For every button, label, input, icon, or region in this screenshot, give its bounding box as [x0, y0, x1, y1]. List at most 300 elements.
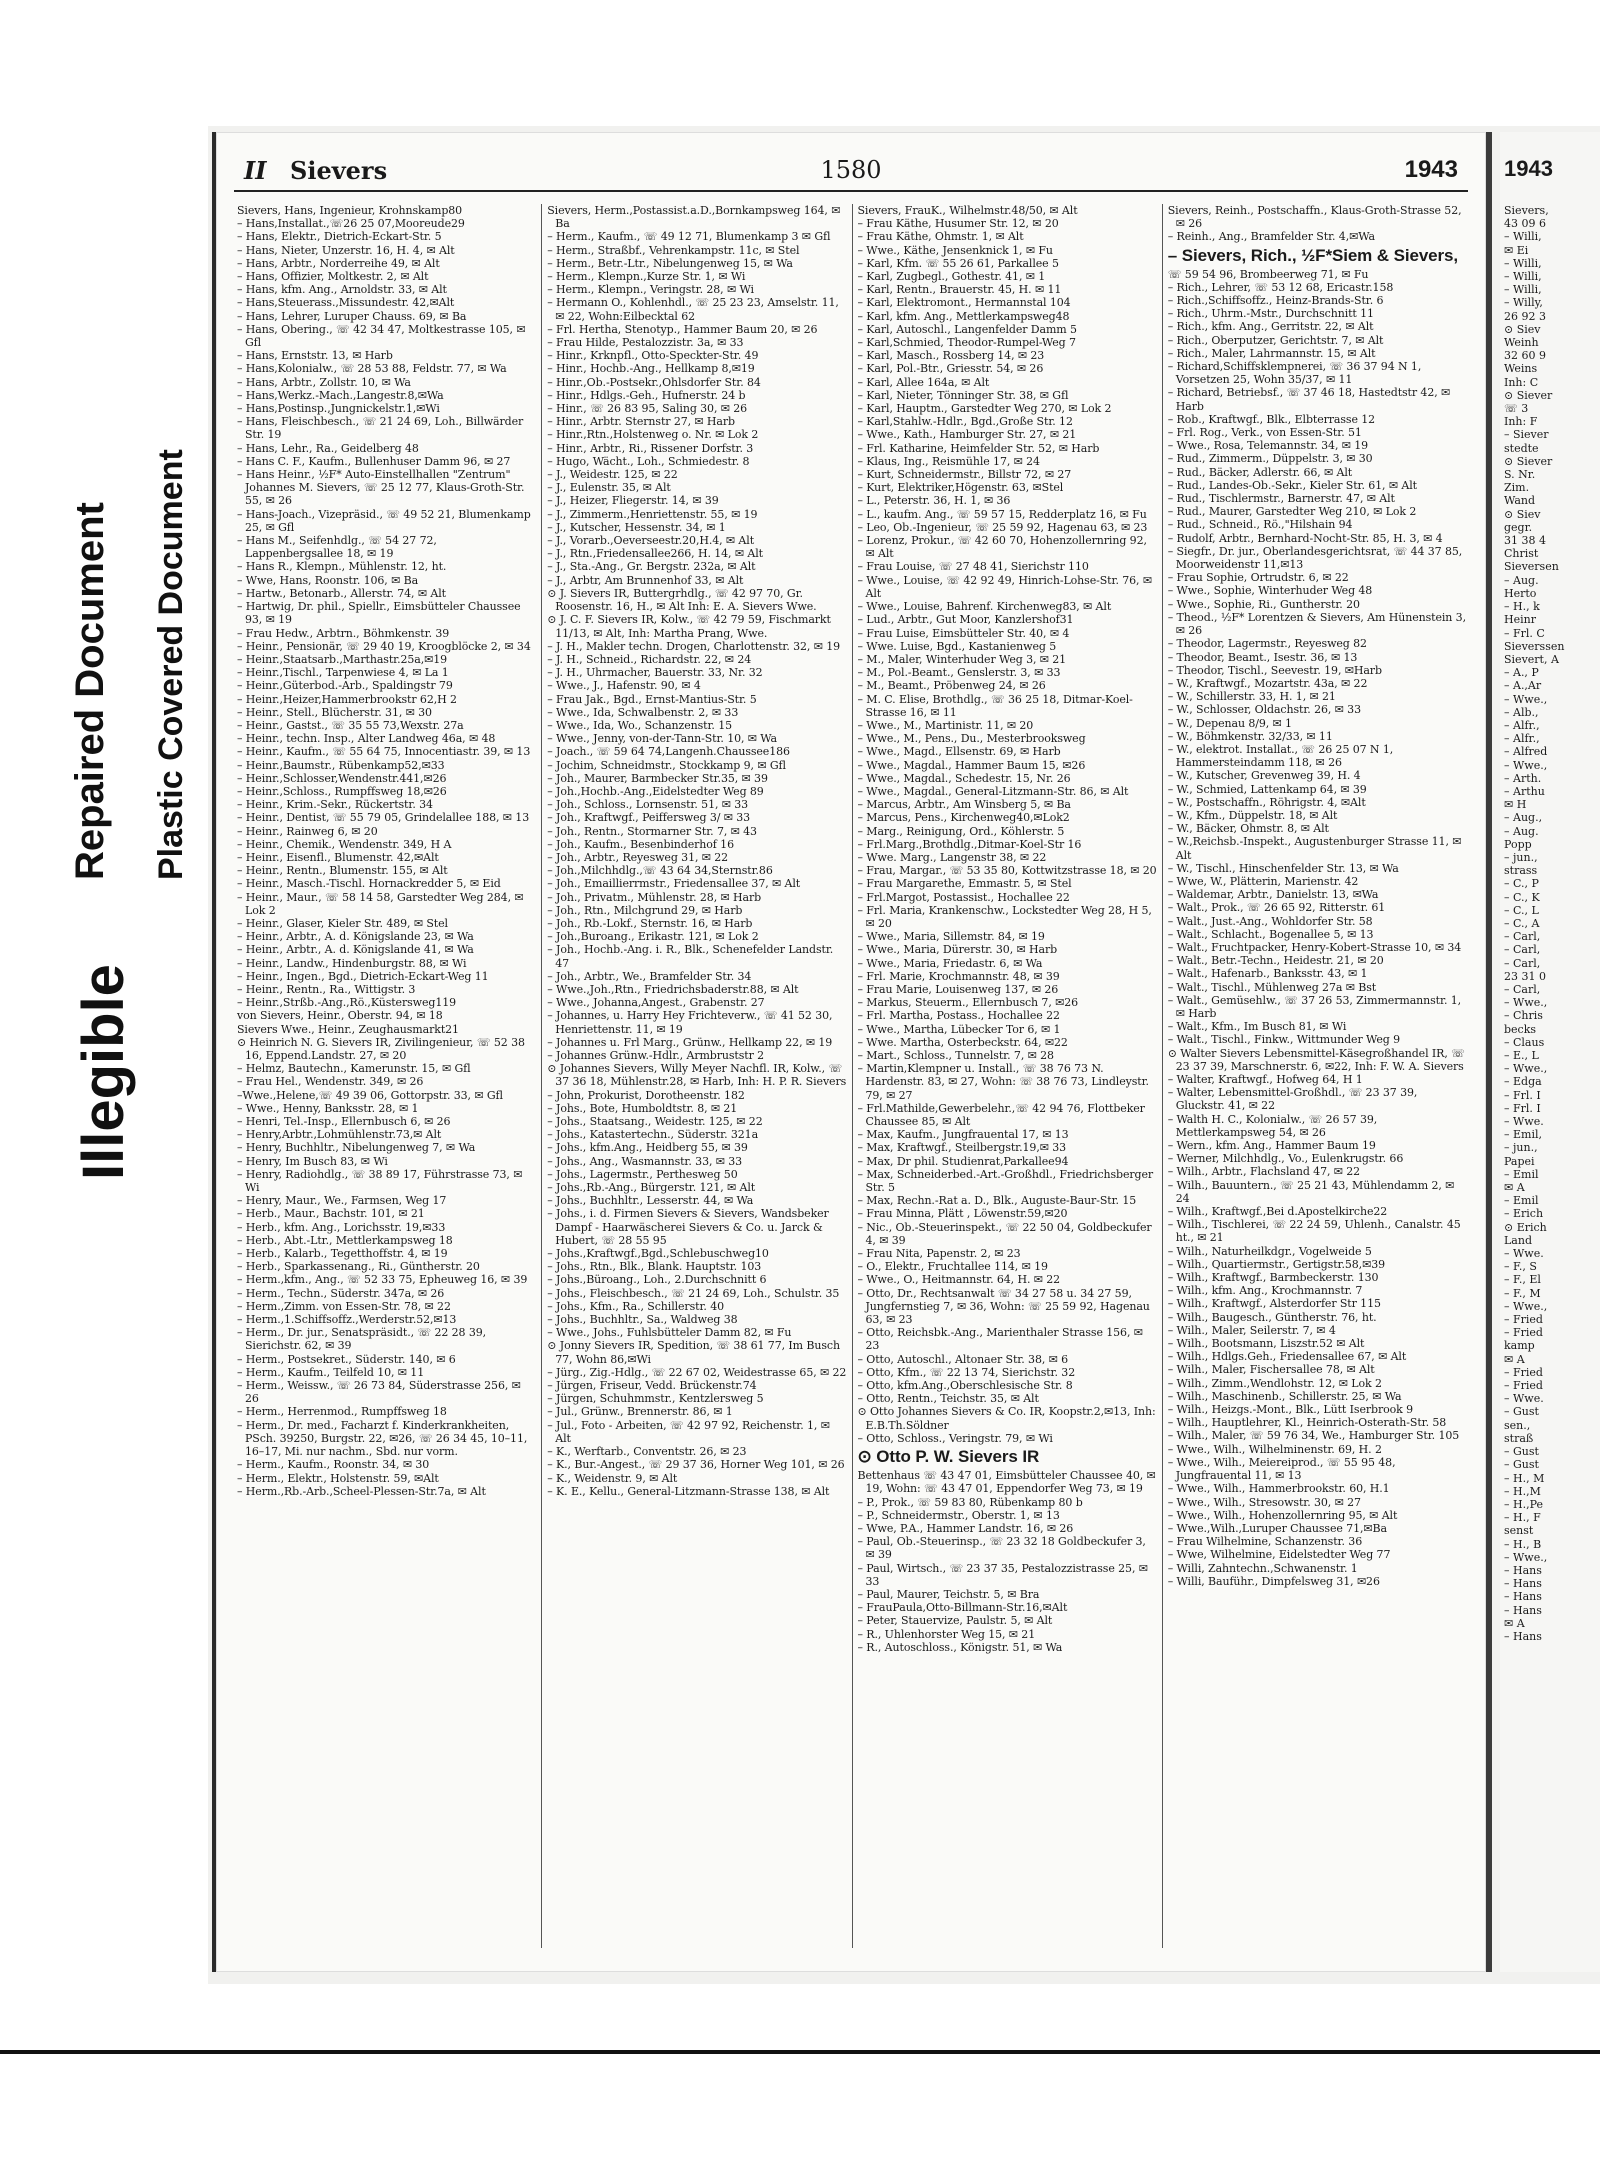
directory-entry: – Hinr., Hochb.-Ang., Hellkamp 8,✉19: [547, 362, 755, 376]
directory-entry: ⊙ Heinrich N. G. Sievers IR, Zivilingenieur, ☏ 52 38 16, Eppend.Landstr. 27, ✉ 20: [237, 1035, 525, 1062]
adjacent-page-line: Wand: [1504, 494, 1536, 508]
adjacent-page-line: – Gust: [1504, 1458, 1539, 1472]
directory-entry: – Frl. Katharine, Heimfelder Str. 52, ✉ Harb: [857, 441, 1100, 455]
directory-entry: – Martin,Klempner u. Install., ☏ 38 76 73 N. Hardenstr. 83, ✉ 27, Wohn: ☏ 38 76 73, Lindleystr. 79, ✉ 27: [857, 1062, 1149, 1102]
directory-entry: – Wern., kfm. Ang., Hammer Baum 19: [1167, 1139, 1376, 1153]
directory-entry: – Karl, Elektromont., Hermannstal 104: [857, 296, 1071, 310]
adjacent-page-line: ⊙ Siev: [1504, 322, 1541, 336]
directory-entry: – Karl, kfm. Ang., Mettlerkampsweg48: [857, 309, 1070, 323]
directory-entry: – R., Autoschloss., Königstr. 51, ✉ Wa: [857, 1640, 1063, 1654]
directory-entry: – Wilh., Quartiermstr., Gertigstr.58,✉39: [1167, 1257, 1385, 1271]
directory-entry: – Frau Hilde, Pestalozzistr. 3a, ✉ 33: [547, 336, 744, 350]
directory-entry: – Wilh., Maler, Seilerstr. 7, ✉ 4: [1167, 1323, 1336, 1337]
directory-entry: – Kurt, Elektriker,Högenstr. 63, ✉Stel: [857, 481, 1064, 495]
directory-entry: – Hans, Fleischbesch., ☏ 21 24 69, Loh., Billwärder Str. 19: [237, 415, 524, 442]
directory-entry: – Wilh., Hauptlehrer, Kl., Heinrich-Osterath-Str. 58: [1167, 1416, 1447, 1430]
directory-entry: – Hinr., Hdlgs.-Geh., Hufnerstr. 24 b: [547, 388, 746, 402]
directory-entry: – Walt., Kfm., Im Busch 81, ✉ Wi: [1167, 1020, 1347, 1034]
directory-entry: – K., Werftarb., Conventstr. 26, ✉ 23: [547, 1445, 747, 1459]
adjacent-page-line: – Claus: [1504, 1035, 1545, 1049]
adjacent-page-line: – Fried: [1504, 1379, 1543, 1393]
directory-entry: – Marcus, Arbtr., Am Winsberg 5, ✉ Ba: [857, 798, 1071, 812]
directory-entry: – Wwe., Maria, Dürerstr. 30, ✉ Harb: [857, 943, 1058, 957]
adjacent-page-line: – Willy,: [1504, 296, 1543, 310]
directory-entry: – Wwe, Hans, Roonstr. 106, ✉ Ba: [237, 573, 419, 587]
directory-entry: – Herm., Klempn., Veringstr. 28, ✉ Wi: [547, 283, 754, 297]
directory-entry: – J. H., Schneid., Richardstr. 22, ✉ 24: [547, 652, 752, 666]
directory-entry: – Karl, Pol.-Btr., Griesstr. 54, ✉ 26: [857, 362, 1044, 376]
directory-entry: – Rud., Schneid., Rö.,"Hilshain 94: [1167, 518, 1353, 532]
directory-entry: – Wwe., Maria, Friedastr. 6, ✉ Wa: [857, 956, 1043, 970]
directory-entry: Sievers, Hans, Ingenieur, Krohnskamp80: [237, 204, 463, 217]
directory-entry: – Hans Heinr., ½F* Auto-Einstellhallen "Zentrum" Johannes M. Sievers, ☏ 25 12 77, Klaus-Groth-Str. 55, ✉ 26: [237, 468, 525, 508]
directory-entry: – W.,Reichsb.-Inspekt., Augustenburger Strasse 11, ✉ Alt: [1167, 835, 1462, 862]
directory-entry: – M., Pol.-Beamt., Genslerstr. 3, ✉ 33: [857, 666, 1061, 680]
directory-entry: – Wilh., Bauuntern., ☏ 25 21 43, Mühlendamm 2, ✉ 24: [1167, 1178, 1455, 1205]
directory-entry: – Wwe., Johanna,Angest., Grabenstr. 27: [547, 996, 765, 1010]
directory-entry: – Heinr., Arbtr., A. d. Königslande 23, ✉ Wa: [237, 930, 474, 944]
directory-entry: – Walter, Kraftwgf., Hofweg 64, H 1: [1167, 1073, 1363, 1086]
directory-entry: – Hans,Installat.,☏26 25 07,Mooreude29: [237, 217, 465, 231]
adjacent-page-line: – Fried: [1504, 1365, 1543, 1379]
directory-entry: – Heinr., Pensionär, ☏ 29 40 19, Kroogblöcke 2, ✉ 34: [237, 639, 531, 653]
adjacent-page-line: ☏ 3: [1504, 402, 1529, 416]
directory-entry: – Frau Luise, Eimsbütteler Str. 40, ✉ 4: [857, 626, 1070, 640]
directory-entry: – Wwe., Martha, Lübecker Tor 6, ✉ 1: [857, 1022, 1061, 1036]
directory-entry: – W., Bäcker, Ohmstr. 8, ✉ Alt: [1167, 822, 1329, 836]
directory-entry: – Heinr., Chemik., Wendenstr. 349, H A: [237, 837, 452, 851]
directory-entry: – Herm., Kaufm., Roonstr. 34, ✉ 30: [237, 1458, 430, 1472]
adjacent-page-line: – H., F: [1504, 1511, 1541, 1525]
directory-entry: – Hans, Ernststr. 13, ✉ Harb: [237, 349, 393, 363]
adjacent-page-line: – Emil: [1504, 1194, 1539, 1208]
adjacent-page-line: – H., M: [1504, 1471, 1545, 1485]
directory-entry: – Karl, Hauptm., Garstedter Weg 270, ✉ Lok 2: [857, 402, 1112, 416]
adjacent-page-line: Sievers,: [1504, 204, 1549, 217]
directory-entry: – Paul, Ob.-Steuerinsp., ☏ 23 32 18 Goldbeckufer 3, ✉ 39: [857, 1535, 1146, 1562]
directory-entry: – Max, Kraftwgf., Steilbergstr.19,✉ 33: [857, 1141, 1067, 1155]
directory-entry: – Johannes Grünw.-Hdlr., Armbruststr 2: [547, 1049, 765, 1062]
page-header: [234, 150, 1468, 192]
directory-entry: – Theodor, Tischl., Seevestr. 19, ✉Harb: [1167, 663, 1382, 677]
directory-entry: – Rob., Kraftwgf., Blk., Elbterrasse 12: [1167, 412, 1376, 426]
directory-entry: – K. E., Kellu., General-Litzmann-Strasse 138, ✉ Alt: [547, 1484, 830, 1498]
directory-entry: – Frau Hedw., Arbtrn., Böhmkenstr. 39: [237, 626, 450, 640]
adjacent-page-line: ✉ A: [1504, 1616, 1525, 1630]
directory-entry: – Rich., kfm. Ang., Gerritstr. 22, ✉ Alt: [1167, 320, 1374, 334]
adjacent-page-line: – Arth.: [1504, 771, 1542, 785]
directory-entry: – M., Beamt., Pröbenweg 24, ✉ 26: [857, 679, 1046, 693]
directory-entry: – Heinr., Rentn., Blumenstr. 155, ✉ Alt: [237, 864, 448, 878]
directory-entry: – Rud., Tischlermstr., Barnerstr. 47, ✉ Alt: [1167, 492, 1395, 506]
adjacent-page-line: 32 60 9: [1504, 349, 1546, 363]
directory-entry: – Karl,Schmied, Theodor-Rumpel-Weg 7: [857, 336, 1076, 350]
directory-entry: – Otto, Dr., Rechtsanwalt ☏ 34 27 58 u. 34 27 59, Jungfernstieg 7, ✉ 36, Wohn: ☏ 25 59 92, Hagenau 63, ✉ 23: [857, 1286, 1150, 1327]
directory-entry: – Walt., Tischl., Mühlenweg 27a ✉ Bst: [1167, 980, 1377, 994]
directory-entry: – Max, Schneiderbed.-Art.-Großhdl., Friedrichsberger Str. 5: [857, 1167, 1154, 1195]
directory-entry: – Rud., Maurer, Garstedter Weg 210, ✉ Lok 2: [1167, 505, 1417, 519]
adjacent-page-line: – Alfr.,: [1504, 718, 1540, 732]
directory-entry: – Henry, Im Busch 83, ✉ Wi: [237, 1154, 388, 1168]
directory-entry: – Wwe. Luise, Bgd., Kastanienweg 5: [857, 639, 1057, 653]
directory-entry: – Richard,Schiffsklempnerei, ☏ 36 37 94 N 1, Vorsetzen 25, Wohn 35/37, ✉ 11: [1167, 360, 1422, 387]
directory-entry: – Herm., Techn., Süderstr. 347a, ✉ 26: [237, 1286, 445, 1300]
directory-entry: – Hans, Arbtr., Norderreihe 49, ✉ Alt: [237, 256, 440, 270]
directory-entry: – Hinr.,Rtn.,Holstenweg o. Nr. ✉ Lok 2: [547, 428, 759, 442]
adjacent-page-line: – H.,Pe: [1504, 1497, 1543, 1511]
directory-entry: – Heinr.,Güterbod.-Arb., Spaldingstr 79: [237, 679, 453, 693]
adjacent-page-line: ✉ A: [1504, 1352, 1525, 1366]
directory-entry: – W., Kraftwgf., Mozartstr. 43a, ✉ 22: [1167, 676, 1368, 690]
directory-entry: – Theod., ½F* Lorentzen & Sievers, Am Hünenstein 3, ✉ 26: [1167, 610, 1466, 638]
directory-entry: – J., Arbtr, Am Brunnenhof 33, ✉ Alt: [547, 573, 744, 587]
adjacent-page-line: – Wwe.: [1504, 1115, 1544, 1129]
directory-entry: – Otto, kfm.Ang.,Oberschlesische Str. 8: [857, 1379, 1073, 1393]
adjacent-page-line: – E., L: [1504, 1049, 1539, 1062]
directory-entry: – Heinr., Stell., Blücherstr. 31, ✉ 30: [237, 705, 432, 719]
adjacent-page-line: ⊙ Siever: [1504, 454, 1553, 468]
directory-entry: – Frl. Maria, Krankenschw., Lockstedter Weg 28, H 5, ✉ 20: [857, 903, 1152, 930]
directory-entry: – L., Peterstr. 36, H. 1, ✉ 36: [857, 494, 1011, 508]
directory-entry: – Johs., Buchhltr., Sa., Waldweg 38: [547, 1313, 738, 1327]
adjacent-page-line: – Hans: [1504, 1590, 1542, 1604]
directory-entry: – Johs., kfm.Ang., Heidberg 55, ✉ 39: [547, 1141, 748, 1155]
directory-entry: – Richard, Betriebsf., ☏ 37 46 18, Hastedtstr 42, ✉ Harb: [1167, 386, 1451, 413]
adjacent-page-line: – C., P: [1504, 877, 1539, 891]
adjacent-page-line: – Alfred: [1504, 745, 1548, 759]
directory-entry: – Helmz, Bautechn., Kamerunstr. 15, ✉ Gfl: [237, 1062, 471, 1076]
adjacent-page-line: S. Nr.: [1504, 468, 1536, 482]
plastic-covered-stamp: Plastic Covered Document: [152, 449, 190, 880]
adjacent-page-line: strass: [1504, 864, 1538, 878]
directory-entry: – Willi, Bauführ., Dimpfelsweg 31, ✉26: [1167, 1574, 1380, 1588]
directory-entry: – Hans, Lehrer, Luruper Chauss. 69, ✉ Ba: [237, 309, 467, 323]
directory-entry: – Johs., Kfm., Ra., Schillerstr. 40: [547, 1299, 724, 1313]
directory-entry: – Herm., Postsekret., Süderstr. 140, ✉ 6: [237, 1352, 456, 1366]
section-number: II: [244, 156, 267, 185]
directory-entry: – Heinr.,Baumstr., Rübenkamp52,✉33: [237, 758, 445, 772]
directory-entry: – Frau Louise, ☏ 27 48 41, Sierichstr 110: [857, 560, 1089, 574]
directory-entry: – Hermann O., Kohlenhdl., ☏ 25 23 23, Amselstr. 11, ✉ 22, Wohn:Eilbecktal 62: [547, 296, 839, 323]
directory-entry: – P., Schneidermstr., Oberstr. 1, ✉ 13: [857, 1508, 1060, 1522]
adjacent-page-line: – Fried: [1504, 1313, 1543, 1327]
directory-entry: – Theodor, Lagermstr., Reyesweg 82: [1167, 637, 1367, 651]
directory-entry: – Siegfr., Dr. jur., Oberlandesgerichtsrat, ☏ 44 37 85, Moorweidenstr 11,✉13: [1167, 544, 1463, 572]
directory-entry: – Herm.,1.Schiffsoffz.,Werderstr.52,✉13: [237, 1313, 457, 1327]
directory-entry: – Mart., Schloss., Tunnelstr. 7, ✉ 28: [857, 1049, 1054, 1062]
adjacent-page-line: – Erich: [1504, 1207, 1544, 1221]
directory-entry: – Karl, Allee 164a, ✉ Alt: [857, 375, 990, 389]
directory-entry: – Joh., Maurer, Barmbecker Str.35, ✉ 39: [547, 771, 768, 785]
directory-entry: – Rud., Landes-Ob.-Sekr., Kieler Str. 61, ✉ Alt: [1167, 478, 1417, 492]
directory-entry: – Johs.,Rb.-Ang., Bürgerstr. 121, ✉ Alt: [547, 1181, 756, 1195]
directory-entry: – Karl, Nieter, Tönninger Str. 38, ✉ Gfl: [857, 388, 1069, 402]
adjacent-page-fragment: [1500, 132, 1600, 1972]
directory-entry: – Frl.Mathilde,Gewerbelehr.,☏ 42 94 76, Flottbeker Chaussee 85, ✉ Alt: [857, 1101, 1145, 1129]
directory-entry: – Johannes u. Frl Marg., Grünw., Hellkamp 22, ✉ 19: [547, 1035, 833, 1049]
directory-entry: – Karl,Stahlw.-Hdlr., Bgd.,Große Str. 12: [857, 415, 1073, 429]
directory-entry: – Karl, Autoschl., Langenfelder Damm 5: [857, 322, 1077, 336]
directory-entry: – Karl, Masch., Rossberg 14, ✉ 23: [857, 349, 1045, 363]
column-3: [853, 204, 1163, 1948]
directory-entry: – Herb., Abt.-Ltr., Mettlerkampsweg 18: [237, 1233, 453, 1247]
directory-entry: – Wwe.,Wilh.,Luruper Chaussee 71,✉Ba: [1167, 1521, 1387, 1535]
adjacent-page-line: – Alb.,: [1504, 705, 1539, 719]
directory-entry: – Hans, Lehr., Ra., Geidelberg 48: [237, 441, 419, 455]
directory-entry: – Sievers, Rich., ½F*Siem & Sievers,: [1167, 245, 1459, 265]
adjacent-page-line: – jun.,: [1504, 850, 1538, 864]
directory-entry: – Frau Käthe, Husumer Str. 12, ✉ 20: [857, 217, 1059, 231]
directory-entry: – Joh., Arbtr., Reyesweg 31, ✉ 22: [547, 850, 729, 864]
directory-entry: – L., kaufm. Ang., ☏ 59 57 15, Redderplatz 16, ✉ Fu: [857, 507, 1147, 521]
directory-entry: – Wwe., Wilh., Wilhelminenstr. 69, H. 2: [1167, 1442, 1382, 1456]
directory-entry: – J., Heizer, Fliegerstr. 14, ✉ 39: [547, 494, 719, 508]
directory-entry: – O., Elektr., Fruchtallee 114, ✉ 19: [857, 1260, 1048, 1274]
directory-entry: – Hinr., Arbtr., Ri., Rissener Dorfstr. 3: [547, 441, 754, 455]
directory-entry: – Hans R., Klempn., Mühlenstr. 12, ht.: [237, 560, 447, 574]
directory-entry: – Heinr., Kaufm., ☏ 55 64 75, Innocentiastr. 39, ✉ 13: [237, 745, 531, 759]
directory-entry: – Walt., Tischl., Finkw., Wittmunder Weg 9: [1167, 1033, 1400, 1047]
directory-entry: – Herb., Kalarb., Tegetthoffstr. 4, ✉ 19: [237, 1247, 448, 1261]
adjacent-page-line: straß: [1504, 1431, 1534, 1445]
directory-entry: – Joh., Kaufm., Besenbinderhof 16: [547, 837, 734, 851]
directory-entry: –Wwe.,Helene,☏ 49 39 06, Gottorpstr. 33, ✉ Gfl: [237, 1088, 503, 1102]
adjacent-page-line: – Wwe.,: [1504, 996, 1548, 1010]
directory-entry: – Heinr., Masch.-Tischl. Hornackredder 5, ✉ Eid: [237, 877, 501, 891]
directory-entry: – R., Uhlenhorster Weg 15, ✉ 21: [857, 1627, 1036, 1641]
directory-entry: ⊙ Johannes Sievers, Willy Meyer Nachfl. IR, Kolw., ☏ 37 36 18, Mühlenstr.28, ✉ Harb, Inh: H. P. R. Sievers: [547, 1062, 847, 1089]
adjacent-page-line: – Carl,: [1504, 943, 1541, 957]
directory-entry: – Henri, Tel.-Insp., Ellernbusch 6, ✉ 26: [237, 1115, 451, 1129]
directory-entry: – Henry,Arbtr.,Lohmühlenstr.73,✉ Alt: [237, 1128, 442, 1142]
directory-entry: – Henry, Buchhltr., Nibelungenweg 7, ✉ Wa: [237, 1141, 476, 1155]
adjacent-page-line: – H., B: [1504, 1537, 1542, 1551]
directory-entry: – W., Schillerstr. 33, H. 1, ✉ 21: [1167, 690, 1336, 704]
directory-entry: – Wilh., Kraftwgf., Alsterdorfer Str 115: [1167, 1297, 1381, 1311]
directory-entry: – J., Kutscher, Hessenstr. 34, ✉ 1: [547, 520, 726, 534]
directory-entry: – Heinr., Rentn., Ra., Wittigstr. 3: [237, 982, 416, 996]
directory-entry: – Joh., Rb.-Lokf., Sternstr. 16, ✉ Harb: [547, 916, 753, 930]
directory-entry: – Heinr., Glaser, Kieler Str. 489, ✉ Stel: [237, 916, 448, 930]
directory-entry: – Wwe., Wilh., Hammerbrookstr. 60, H.1: [1167, 1482, 1390, 1496]
directory-entry: – Johs.,Büroang., Loh., 2.Durchschnitt 6: [547, 1273, 767, 1287]
directory-entry: – Jürg., Zig.-Hdlg., ☏ 22 67 02, Weidestrasse 65, ✉ 22: [547, 1365, 847, 1379]
adjacent-page-line: Weinh: [1504, 336, 1539, 350]
adjacent-page-line: – Siever: [1504, 428, 1549, 442]
directory-entry: – Frl. Hertha, Stenotyp., Hammer Baum 20, ✉ 26: [547, 322, 818, 336]
directory-entry: – Theodor, Beamt., Isestr. 36, ✉ 13: [1167, 650, 1358, 664]
directory-entry: – J., Zimmerm.,Henriettenstr. 55, ✉ 19: [547, 507, 758, 521]
directory-entry: – Wwe., O., Heitmannstr. 64, H. ✉ 22: [857, 1273, 1061, 1287]
directory-entry: – Wilh., Maler, ☏ 59 76 34, We., Hamburger Str. 105: [1167, 1429, 1460, 1443]
directory-entry: – Joh., Schloss., Lornsenstr. 51, ✉ 33: [547, 798, 749, 812]
directory-entry: – Henry, Maur., We., Farmsen, Weg 17: [237, 1194, 447, 1208]
adjacent-page-line: – Willi,: [1504, 283, 1542, 297]
directory-entry: – Johs.,Kraftwgf.,Bgd.,Schlebuschweg10: [547, 1247, 769, 1261]
directory-entry: – Otto, Reichsbk.-Ang., Marienthaler Strasse 156, ✉ 23: [857, 1326, 1143, 1353]
directory-entry: – Joh., Arbtr., We., Bramfelder Str. 34: [547, 969, 752, 983]
illegible-stamp: Illegible: [71, 964, 136, 1180]
directory-entry: – Wwe., Magd., Ellsenstr. 69, ✉ Harb: [857, 745, 1061, 759]
adjacent-page-line: – Wwe.,: [1504, 758, 1548, 772]
directory-entry: – Marg., Reinigung, Ord., Köhlerstr. 5: [857, 824, 1065, 838]
adjacent-page-line: – A.,Ar: [1504, 679, 1542, 693]
adjacent-page-line: – Edga: [1504, 1075, 1542, 1089]
directory-entry: – Wwe, P.A., Hammer Landstr. 16, ✉ 26: [857, 1521, 1074, 1535]
directory-entry: – Wilh., Arbtr., Flachsland 47, ✉ 22: [1167, 1165, 1361, 1179]
directory-entry: – Hans, kfm. Ang., Arnoldstr. 33, ✉ Alt: [237, 283, 447, 297]
adjacent-page-line: kamp: [1504, 1339, 1535, 1353]
directory-entry: – Frau, Margar., ☏ 53 35 80, Kottwitzstrasse 18, ✉ 20: [857, 864, 1157, 878]
adjacent-page-line: Papei: [1504, 1154, 1535, 1168]
adjacent-page-line: – Hans: [1504, 1563, 1542, 1577]
directory-entry: – Johs., Fleischbesch., ☏ 21 24 69, Loh., Schulstr. 35: [547, 1286, 840, 1300]
adjacent-page-line: – Hans: [1504, 1603, 1542, 1617]
repaired-document-stamp: Repaired Document: [68, 502, 112, 880]
directory-entry: – Lud., Arbtr., Gut Moor, Kanzlershof31: [857, 613, 1074, 627]
directory-entry: – Hugo, Wächt., Loh., Schmiedestr. 8: [547, 454, 750, 468]
adjacent-page-line: Sievert, A: [1504, 652, 1559, 666]
column-1: [232, 204, 542, 1948]
directory-entry: – Hans, Arbtr., Zollstr. 10, ✉ Wa: [237, 375, 411, 389]
directory-entry: – Johs., Buchhltr., Lesserstr. 44, ✉ Wa: [547, 1194, 754, 1208]
adjacent-page-line: – Aug.: [1504, 824, 1539, 838]
directory-entry: – Heinr., Rainweg 6, ✉ 20: [237, 824, 378, 838]
directory-entry: – Johs., i. d. Firmen Sievers & Sievers, Wandsbeker Dampf - Haarwäscherei Sievers & Co. u. Jarck & Hubert, ☏ 28 55 95: [547, 1207, 829, 1247]
directory-entry: – J., Weidestr. 125, ✉ 22: [547, 468, 678, 482]
directory-entry: – FrauPaula,Otto-Billmann-Str.16,✉Alt: [857, 1601, 1068, 1615]
directory-entry: – Wwe., Ida, Schwalbenstr. 2, ✉ 33: [547, 705, 739, 719]
adjacent-page-line: – Willi,: [1504, 230, 1542, 244]
adjacent-page-line: – Fried: [1504, 1326, 1543, 1340]
directory-entry: – Herm., Elektr., Holstenstr. 59, ✉Alt: [237, 1471, 439, 1485]
directory-entry: – W., Postschaffn., Röhrigstr. 4, ✉Alt: [1167, 795, 1366, 809]
directory-entry: – Rich., Maler, Lahrmannstr. 15, ✉ Alt: [1167, 346, 1376, 360]
directory-entry: – Wwe. Martha, Osterbeckstr. 64, ✉22: [857, 1035, 1068, 1049]
directory-entry: – Wwe., Louise, Bahrenf. Kirchenweg83, ✉ Alt: [857, 600, 1112, 614]
directory-entry: – Heinr.,Schloss., Rumpffsweg 18,✉26: [237, 784, 447, 798]
directory-entry: – Johannes, u. Harry Hey Frichteverw., ☏ 41 52 30, Henriettenstr. 11, ✉ 19: [547, 1009, 833, 1036]
directory-entry: – Wilh., Naturheilkdgr., Vogelweide 5: [1167, 1244, 1372, 1258]
adjacent-page-line: – jun.,: [1504, 1141, 1538, 1155]
directory-entry: Sievers, FrauK., Wilhelmstr.48/50, ✉ Alt: [857, 204, 1078, 217]
directory-entry: – Reinh., Ang., Bramfelder Str. 4,✉Wa: [1167, 230, 1375, 244]
adjacent-page-line: – Wwe.,: [1504, 1299, 1548, 1313]
directory-entry: ⊙ Otto P. W. Sievers IR: [857, 1447, 1040, 1467]
directory-entry: – Wwe., M., Pens., Du., Mesterbrooksweg: [857, 732, 1086, 746]
directory-entry: – Henry, Radiohdlg., ☏ 38 89 17, Führstrasse 73, ✉ Wi: [237, 1167, 523, 1195]
adjacent-page-line: 26 92 3: [1504, 309, 1546, 323]
directory-entry: – Wilh., Zimm.,Wendlohstr. 12, ✉ Lok 2: [1167, 1376, 1382, 1390]
directory-entry: – Heinr., Gastst., ☏ 35 55 73,Wexstr. 27a: [237, 718, 464, 732]
directory-entry: – Herm., Betr.-Ltr., Nibelungenweg 15, ✉ Wa: [547, 256, 793, 270]
directory-entry: – Hinr., Krknpfl., Otto-Speckter-Str. 49: [547, 349, 759, 363]
directory-entry: Bettenhaus ☏ 43 47 01, Eimsbütteler Chaussee 40, ✉ 19, Wohn: ☏ 43 47 01, Eppendorfer Weg 73, ✉ 19: [857, 1469, 1156, 1496]
directory-entry: – W., elektrot. Installat., ☏ 26 25 07 N 1, Hammersteindamm 118, ✉ 26: [1167, 742, 1394, 770]
directory-entry: – Frl. Martha, Postass., Hochallee 22: [857, 1009, 1060, 1023]
directory-entry: – K., Weidenstr. 9, ✉ Alt: [547, 1471, 678, 1485]
directory-entry: – Wwe., J., Hafenstr. 90, ✉ 4: [547, 679, 701, 693]
directory-entry: – Johs., Staatsang., Weidestr. 125, ✉ 22: [547, 1115, 763, 1129]
directory-entry: Sievers Wwe., Heinr., Zeughausmarkt21: [237, 1022, 459, 1036]
adjacent-page-line: – Emil: [1504, 1167, 1539, 1181]
directory-entry: – Frau Jak., Bgd., Ernst-Mantius-Str. 5: [547, 692, 757, 706]
directory-entry: – W., Kfm., Düppelstr. 18, ✉ Alt: [1167, 808, 1338, 822]
directory-entry: – Walt., Hafenarb., Banksstr. 43, ✉ 1: [1167, 967, 1368, 981]
directory-entry: – Walt., Fruchtpacker, Henry-Kobert-Strasse 10, ✉ 34: [1167, 940, 1462, 954]
adjacent-page-line: – Carl,: [1504, 956, 1541, 970]
directory-entry: – J. H., Makler techn. Drogen, Charlottenstr. 32, ✉ 19: [547, 639, 841, 653]
directory-entry: – Wwe., Ida, Wo., Schanzenstr. 15: [547, 718, 733, 732]
adjacent-page-line: – F., El: [1504, 1273, 1541, 1287]
adjacent-page-line: – Carl,: [1504, 982, 1541, 996]
directory-entry: – Otto, Kfm., ☏ 22 13 74, Sierichstr. 32: [857, 1365, 1076, 1379]
directory-entry: – Wwe., Maria, Sillemstr. 84, ✉ 19: [857, 930, 1045, 944]
directory-entry: – Heinr., Maur., ☏ 58 14 58, Garstedter Weg 284, ✉ Lok 2: [237, 890, 524, 917]
directory-entry: – Johs., Katastertechn., Süderstr. 321a: [547, 1128, 759, 1142]
directory-entry: ⊙ Jonny Sievers IR, Spedition, ☏ 38 61 77, Im Busch 77, Wohn 86,✉Wi: [547, 1339, 840, 1366]
directory-entry: von Sievers, Heinr., Oberstr. 94, ✉ 18: [237, 1009, 443, 1023]
directory-entry: – Willi, Zahntechn.,Schwanenstr. 1: [1167, 1561, 1358, 1575]
directory-entry: – Werner, Milchhdlg., Vo., Eulenkrugstr. 66: [1167, 1152, 1404, 1166]
directory-entry: – Rich., Uhrm.-Mstr., Durchschnitt 11: [1167, 307, 1374, 321]
page-binding-edge: [1486, 132, 1492, 1972]
adjacent-page-line: Popp: [1504, 837, 1532, 851]
adjacent-page-line: – Arthu: [1504, 784, 1545, 798]
adjacent-page-year: 1943: [1504, 156, 1553, 181]
directory-entry: – Rud., Bäcker, Adlerstr. 66, ✉ Alt: [1167, 465, 1353, 479]
directory-entry: – Wilh., Maschinenb., Schillerstr. 25, ✉ Wa: [1167, 1389, 1402, 1403]
directory-entry: – Heinr.,Schlosser,Wendenstr.441,✉26: [237, 771, 447, 785]
directory-entry: – Hinr.,Ob.-Postsekr.,Ohlsdorfer Str. 84: [547, 375, 761, 389]
directory-entry: – Klaus, Ing., Reismühle 17, ✉ 24: [857, 454, 1040, 468]
adjacent-page-line: ✉ Ei: [1504, 243, 1529, 257]
directory-entry: – Wwe., Wilh., Stresowstr. 30, ✉ 27: [1167, 1495, 1361, 1509]
adjacent-page-line: – F., M: [1504, 1286, 1541, 1300]
adjacent-page-line: – C., K: [1504, 890, 1540, 904]
adjacent-page-line: – F., S: [1504, 1260, 1537, 1274]
directory-entry: – Herm., Kaufm., Teilfeld 10, ✉ 11: [237, 1365, 425, 1379]
directory-page: [212, 132, 1486, 1972]
adjacent-page-line: 43 09 6: [1504, 217, 1546, 231]
adjacent-page-line: – Willi,: [1504, 256, 1542, 270]
directory-entry: – Wilh., Maler, Fischersallee 78, ✉ Alt: [1167, 1363, 1375, 1377]
adjacent-page-line: becks: [1504, 1022, 1537, 1036]
directory-entry: – Max, Kaufm., Jungfrauental 17, ✉ 13: [857, 1128, 1069, 1142]
adjacent-page-line: – Hans: [1504, 1629, 1542, 1643]
directory-entry: – Hinr., ☏ 26 83 95, Saling 30, ✉ 26: [547, 402, 748, 416]
directory-entry: – Rich., Lehrer, ☏ 53 12 68, Ericastr.158: [1167, 280, 1394, 294]
adjacent-page-line: – Frl. I: [1504, 1101, 1541, 1115]
adjacent-page-line: – Emil,: [1504, 1128, 1542, 1142]
directory-entry: – W., Depenau 8/9, ✉ 1: [1167, 716, 1292, 730]
directory-entry: Sievers, Herm.,Postassist.a.D.,Bornkampsweg 164, ✉ Ba: [547, 204, 841, 231]
adjacent-page-line: Heinr: [1504, 613, 1536, 627]
directory-entry: – Peter, Stauervize, Paulstr. 5, ✉ Alt: [857, 1614, 1053, 1628]
directory-entry: – Hartw., Betonarb., Allerstr. 74, ✉ Alt: [237, 586, 446, 600]
directory-entry: – Karl, Kfm. ☏ 55 26 61, Parkallee 5: [857, 256, 1059, 270]
directory-entry: – Joh.,Buroang., Erikastr. 121, ✉ Lok 2: [547, 930, 759, 944]
directory-entry: – Wilh., Baugesch., Güntherstr. 76, ht.: [1167, 1310, 1377, 1324]
adjacent-page-line: Sieversen: [1504, 560, 1559, 574]
directory-entry: – Waldemar, Arbtr., Danielstr. 13, ✉Wa: [1167, 888, 1379, 902]
directory-entry: ⊙ J. C. F. Sievers IR, Kolw., ☏ 42 79 59, Fischmarkt 11/13, ✉ Alt, Inh: Martha Prang, Wwe.: [547, 613, 831, 640]
directory-entry: – Wwe., Käthe, Jensenknick 1, ✉ Fu: [857, 243, 1053, 257]
directory-entry: – M. C. Elise, Brothdlg., ☏ 36 25 18, Ditmar-Koel-Strasse 16, ✉ 11: [857, 692, 1133, 719]
directory-entry: – Wwe., Sophie, Ri., Guntherstr. 20: [1167, 597, 1360, 611]
directory-entry: – Jochim, Schneidmstr., Stockkamp 9, ✉ Gfl: [547, 758, 786, 772]
directory-entry: – J., Vorarb.,Oeverseestr.20,H.4, ✉ Alt: [547, 534, 755, 548]
